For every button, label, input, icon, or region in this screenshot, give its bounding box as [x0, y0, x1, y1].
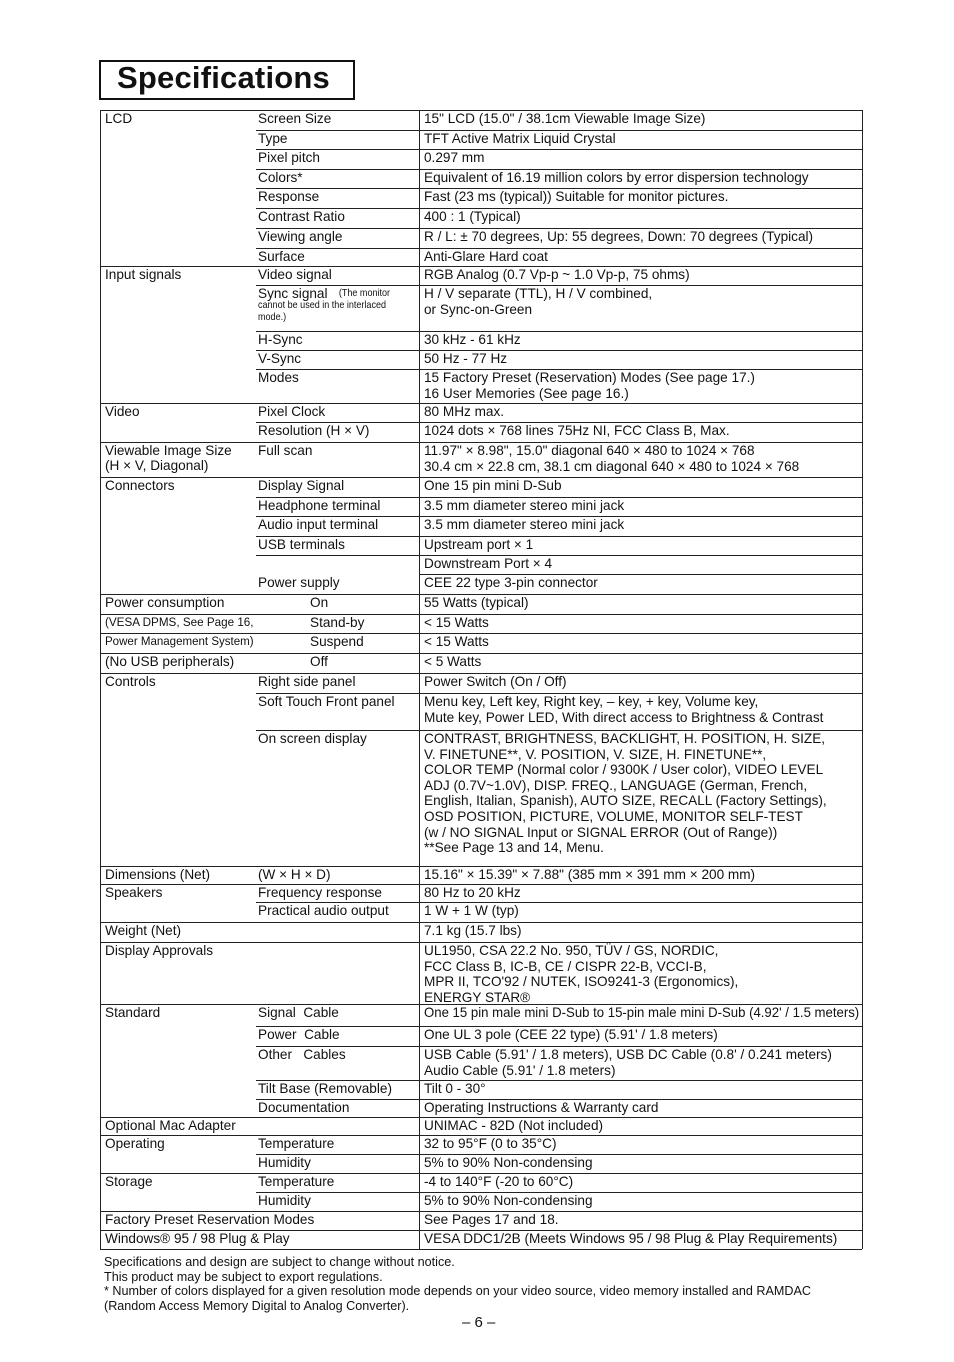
row-item: Other Cables	[258, 1047, 346, 1062]
row-category: Video	[105, 404, 140, 419]
row-item: Pixel Clock	[258, 404, 326, 419]
row-category: Weight (Net)	[105, 923, 182, 938]
row-value: ADJ (0.7V~1.0V), DISP. FREQ., LANGUAGE (German, French,	[424, 777, 808, 793]
row-value: Operating Instructions & Warranty card	[424, 1100, 659, 1115]
row-value: English, Italian, Spanish), AUTO SIZE, RECALL (Factory Settings),	[424, 793, 827, 809]
row-value: One UL 3 pole (CEE 22 type) (5.91' / 1.8 meters)	[424, 1027, 718, 1042]
row-value: ENERGY STAR®	[424, 989, 531, 1005]
row-item: Headphone terminal	[258, 498, 381, 513]
row-value: 16 User Memories (See page 16.)	[424, 385, 629, 401]
row-value: (w / NO SIGNAL Input or SIGNAL ERROR (Out of Range))	[424, 824, 778, 840]
row-category: Operating	[105, 1136, 165, 1151]
row-value: COLOR TEMP (Normal color / 9300K / User color), VIDEO LEVEL	[424, 762, 824, 778]
row-category: Viewable Image Size (H × V, Diagonal)	[105, 443, 232, 473]
row-value: Fast (23 ms (typical)) Suitable for monitor pictures.	[424, 189, 729, 204]
row-value: OSD POSITION, PICTURE, VOLUME, MONITOR SELF-TEST	[424, 809, 803, 824]
row-item: Colors*	[258, 170, 303, 185]
row-value: 80 Hz to 20 kHz	[424, 885, 521, 900]
row-category: (No USB peripherals)	[105, 654, 235, 669]
row-value: See Pages 17 and 18.	[424, 1212, 559, 1227]
row-value: Mute key, Power LED, With direct access to Brightness & Contrast	[424, 709, 824, 725]
row-item: Humidity	[258, 1193, 311, 1208]
page-number: – 6 –	[462, 1314, 496, 1331]
row-item: On screen display	[258, 731, 367, 746]
row-value: 55 Watts (typical)	[424, 595, 529, 610]
row-item: Practical audio output	[258, 903, 389, 918]
row-value: Menu key, Left key, Right key, – key, + key, Volume key,	[424, 694, 759, 709]
row-value: One 15 pin male mini D-Sub to 15-pin male mini D-Sub (4.92' / 1.5 meters)	[424, 1005, 860, 1020]
row-category: Display Approvals	[105, 943, 214, 958]
row-item: Power Cable	[258, 1027, 340, 1042]
row-item: Documentation	[258, 1100, 350, 1115]
row-value: Equivalent of 16.19 million colors by error dispersion technology	[424, 170, 809, 185]
row-item: Right side panel	[258, 674, 356, 689]
row-value: 30 kHz - 61 kHz	[424, 332, 521, 347]
row-value: H / V separate (TTL), H / V combined,	[424, 286, 653, 301]
row-divider	[256, 248, 862, 249]
row-category: Input signals	[105, 267, 182, 282]
row-value: V. FINETUNE**, V. POSITION, V. SIZE, H. FINETUNE**,	[424, 746, 767, 762]
row-item: Surface	[258, 249, 305, 264]
row-value: 30.4 cm × 22.8 cm, 38.1 cm diagonal 640 × 480 to 1024 × 768	[424, 458, 800, 474]
row-value: < 15 Watts	[424, 634, 489, 649]
row-item: Video signal	[258, 267, 332, 282]
row-divider	[256, 350, 862, 351]
row-item: Screen Size	[258, 111, 332, 126]
row-category: Factory Preset Reservation Modes	[105, 1212, 315, 1227]
row-value: CEE 22 type 3-pin connector	[424, 575, 598, 590]
row-value: 11.97" × 8.98", 15.0" diagonal 640 × 480 to 1024 × 768	[424, 443, 755, 458]
row-item: Stand-by	[310, 615, 365, 630]
row-item: Response	[258, 189, 320, 204]
row-value: UL1950, CSA 22.2 No. 950, TÜV / GS, NORDIC,	[424, 943, 719, 958]
row-value: Downstream Port × 4	[424, 556, 553, 571]
row-item: Resolution (H × V)	[258, 423, 370, 438]
row-item: Off	[310, 654, 328, 669]
row-value: 1024 dots × 768 lines 75Hz NI, FCC Class B, Max.	[424, 423, 730, 438]
row-category: Optional Mac Adapter	[105, 1118, 236, 1133]
row-item: Soft Touch Front panel	[258, 694, 395, 709]
row-value: Audio Cable (5.91' / 1.8 meters)	[424, 1062, 616, 1078]
row-item: V-Sync	[258, 351, 302, 366]
row-value: -4 to 140°F (-20 to 60°C)	[424, 1174, 574, 1189]
row-value: 0.297 mm	[424, 150, 485, 165]
row-item: Modes	[258, 370, 299, 385]
row-item: On	[310, 595, 329, 610]
row-category: LCD	[105, 111, 133, 126]
table-border-bottom	[100, 1249, 862, 1250]
row-item: (W × H × D)	[258, 867, 331, 882]
row-item: H-Sync	[258, 332, 303, 347]
row-item: Signal Cable	[258, 1005, 339, 1020]
row-item: Viewing angle	[258, 229, 343, 244]
page-title: Specifications	[117, 60, 330, 95]
row-value: 400 : 1 (Typical)	[424, 209, 521, 224]
row-value: Upstream port × 1	[424, 537, 534, 552]
row-value: **See Page 13 and 14, Menu.	[424, 840, 604, 856]
row-value: Tilt 0 - 30°	[424, 1081, 486, 1096]
row-item: Pixel pitch	[258, 150, 320, 165]
row-item: Type	[258, 131, 288, 146]
row-divider	[256, 331, 862, 332]
row-value: Power Switch (On / Off)	[424, 674, 567, 689]
row-value: 3.5 mm diameter stereo mini jack	[424, 517, 625, 532]
footnote-line: (Random Access Memory Digital to Analog Converter).	[104, 1298, 410, 1313]
row-divider	[256, 555, 862, 556]
row-item: Sync signal	[258, 286, 328, 301]
row-value: 15 Factory Preset (Reservation) Modes (See page 17.)	[424, 370, 755, 385]
row-item: Suspend	[310, 634, 364, 649]
row-item: Temperature	[258, 1136, 335, 1151]
row-value: 5% to 90% Non-condensing	[424, 1155, 593, 1170]
row-item: Frequency response	[258, 885, 382, 900]
row-category: Standard	[105, 1005, 161, 1020]
row-value: CONTRAST, BRIGHTNESS, BACKLIGHT, H. POSITION, H. SIZE,	[424, 731, 826, 746]
row-value: 50 Hz - 77 Hz	[424, 351, 508, 366]
row-item: Audio input terminal	[258, 517, 379, 532]
row-item: Temperature	[258, 1174, 335, 1189]
row-value: UNIMAC - 82D (Not included)	[424, 1118, 604, 1133]
table-border-left	[100, 110, 101, 1249]
row-value: RGB Analog (0.7 Vp-p ~ 1.0 Vp-p, 75 ohms)	[424, 267, 690, 282]
footnote-line: This product may be subject to export regulations.	[104, 1269, 383, 1284]
row-value: 32 to 95°F (0 to 35°C)	[424, 1136, 557, 1151]
row-category: Power consumption	[105, 595, 225, 610]
row-item: Contrast Ratio	[258, 209, 345, 224]
row-value: 80 MHz max.	[424, 404, 505, 419]
row-value: TFT Active Matrix Liquid Crystal	[424, 131, 616, 146]
row-category: Connectors	[105, 478, 175, 493]
row-divider	[256, 536, 862, 537]
row-value: < 5 Watts	[424, 654, 482, 669]
row-item: Power supply	[258, 575, 340, 590]
row-value: or Sync-on-Green	[424, 301, 533, 317]
row-value: 7.1 kg (15.7 lbs)	[424, 923, 522, 938]
value-column-divider	[419, 110, 420, 1249]
footnote-line: Specifications and design are subject to change without notice.	[104, 1255, 455, 1269]
row-category: Power Management System)	[105, 634, 254, 648]
row-value: One 15 pin mini D-Sub	[424, 478, 562, 493]
row-category: (VESA DPMS, See Page 16,	[105, 615, 254, 629]
row-value: 3.5 mm diameter stereo mini jack	[424, 498, 625, 513]
row-category: Controls	[105, 674, 156, 689]
row-item: Tilt Base (Removable)	[258, 1081, 392, 1096]
row-value: USB Cable (5.91' / 1.8 meters), USB DC Cable (0.8' / 0.241 meters)	[424, 1047, 832, 1062]
row-value: VESA DDC1/2B (Meets Windows 95 / 98 Plug & Play Requirements)	[424, 1231, 838, 1246]
row-value: R / L: ± 70 degrees, Up: 55 degrees, Down: 70 degrees (Typical)	[424, 229, 814, 244]
row-item-note: (The monitor cannot be used in the interlaced mode.)	[258, 287, 391, 323]
row-item: Humidity	[258, 1155, 311, 1170]
row-category: Storage	[105, 1174, 153, 1189]
row-category: Speakers	[105, 885, 163, 900]
row-item: Display Signal	[258, 478, 345, 493]
row-divider	[256, 208, 862, 209]
row-category: Dimensions (Net)	[105, 867, 210, 882]
row-value: 5% to 90% Non-condensing	[424, 1193, 593, 1208]
row-value: 15" LCD (15.0" / 38.1cm Viewable Image Size)	[424, 111, 706, 126]
row-value: 1 W + 1 W (typ)	[424, 903, 519, 918]
row-category: Windows® 95 / 98 Plug & Play	[105, 1231, 290, 1246]
row-value: 15.16" × 15.39" × 7.88" (385 mm × 391 mm × 200 mm)	[424, 867, 756, 882]
row-value: MPR II, TCO'92 / NUTEK, ISO9241-3 (Ergonomics),	[424, 974, 739, 990]
table-border-right	[862, 110, 863, 1249]
row-value: FCC Class B, IC-B, CE / CISPR 22-B, VCCI-B,	[424, 958, 707, 974]
row-value: Anti-Glare Hard coat	[424, 249, 548, 264]
row-item: Full scan	[258, 443, 313, 458]
row-divider	[256, 149, 862, 150]
row-value: < 15 Watts	[424, 615, 489, 630]
row-item: USB terminals	[258, 537, 345, 552]
footnote-line: * Number of colors displayed for a given resolution mode depends on your video source, video memory installed and RAMDAC	[104, 1284, 812, 1298]
